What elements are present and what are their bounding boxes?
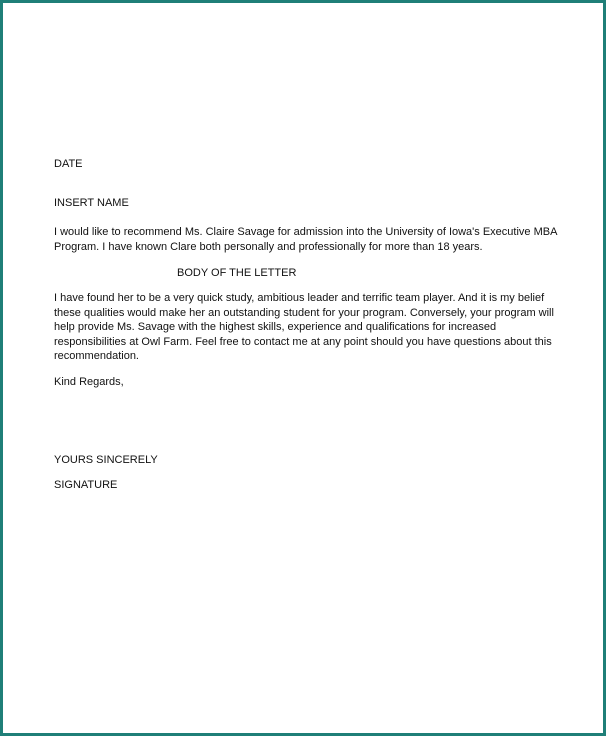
body-line: I have found her to be a very quick study, ambitious leader and terrific team player. And it is my belief	[54, 292, 545, 304]
signature-line: SIGNATURE	[54, 479, 118, 491]
recipient-name: INSERT NAME	[54, 197, 129, 209]
body-line: help provide Ms. Savage with the highest skills, experience and qualifications for increased	[54, 321, 497, 334]
intro-paragraph	[54, 225, 574, 254]
letter-page	[3, 3, 603, 733]
closing-line: Kind Regards,	[54, 376, 124, 388]
sign-off-line: YOURS SINCERELY	[54, 454, 158, 466]
body-paragraph	[54, 291, 574, 364]
body-line: recommendation.	[54, 350, 139, 363]
intro-line: I would like to recommend Ms. Claire Savage for admission into the University of Iowa's Executive MBA	[54, 226, 558, 238]
body-line: responsibilities at Owl Farm. Feel free to contact me at any point should you have questions about this	[54, 335, 552, 348]
body-heading: BODY OF THE LETTER	[177, 267, 297, 279]
body-line: these qualities would make her an outstanding student for your program. Conversely, your program will	[54, 306, 554, 319]
intro-line: Program. I have known Clare both personally and professionally for more than 18 years.	[54, 240, 483, 253]
date-line: DATE	[54, 158, 83, 170]
